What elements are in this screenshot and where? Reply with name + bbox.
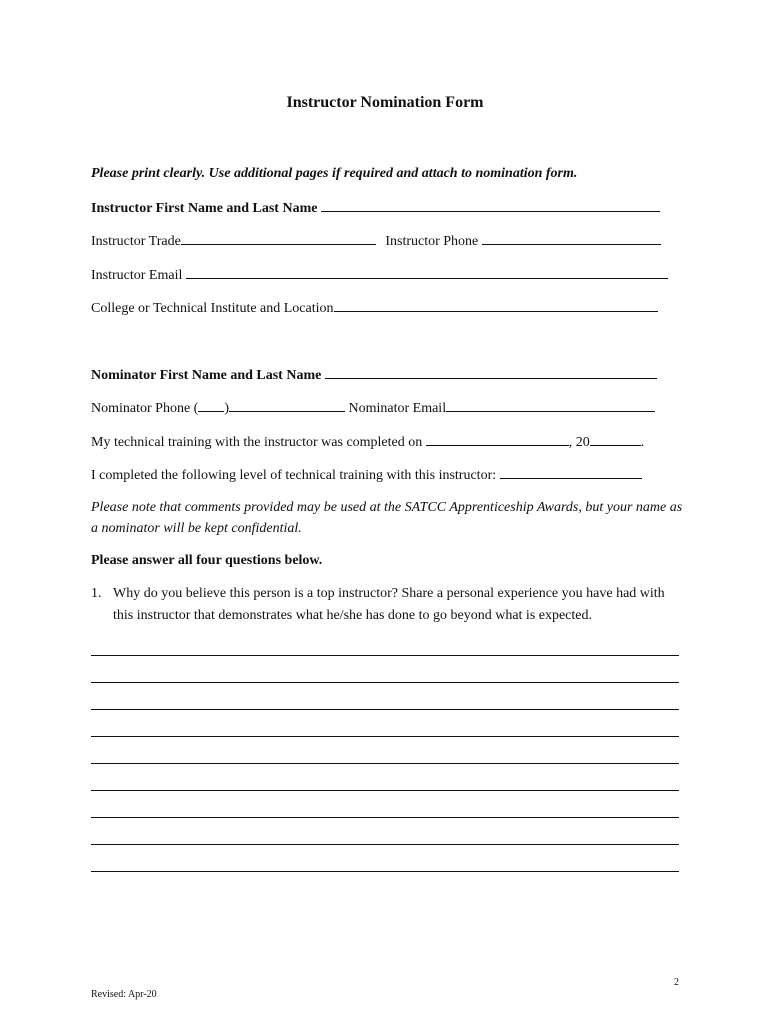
nominator-phone-field[interactable] bbox=[229, 398, 345, 412]
nominator-name-label: Nominator First Name and Last Name bbox=[91, 368, 322, 383]
answer-line[interactable] bbox=[91, 790, 679, 791]
instructor-phone-field[interactable] bbox=[482, 231, 661, 245]
training-level-label: I completed the following level of technical training with this instructor: bbox=[91, 468, 497, 483]
intro-instructions: Please print clearly. Use additional pages if required and attach to nomination form. bbox=[91, 166, 578, 181]
instructor-trade-label: Instructor Trade bbox=[91, 234, 181, 249]
instructor-name-row bbox=[91, 198, 660, 218]
form-title: Instructor Nomination Form bbox=[286, 94, 484, 111]
answer-line[interactable] bbox=[91, 844, 679, 845]
answer-line[interactable] bbox=[91, 871, 679, 872]
instructor-email-label: Instructor Email bbox=[91, 268, 183, 283]
instructor-phone-label: Instructor Phone bbox=[385, 234, 479, 249]
year-suffix: . bbox=[640, 435, 645, 450]
answer-line[interactable] bbox=[91, 682, 679, 683]
nominator-phone-close: ) bbox=[224, 401, 229, 416]
area-code-field[interactable] bbox=[198, 398, 224, 412]
answer-line[interactable] bbox=[91, 736, 679, 737]
instructor-email-row bbox=[91, 265, 668, 285]
nominator-email-label: Nominator Email bbox=[348, 401, 447, 416]
college-row bbox=[91, 298, 658, 318]
instructor-name-field[interactable] bbox=[321, 198, 660, 212]
training-year-field[interactable] bbox=[590, 432, 641, 446]
training-level-row bbox=[91, 465, 642, 485]
question-1-number: 1. bbox=[91, 586, 102, 601]
nominator-name-field[interactable] bbox=[325, 365, 657, 379]
training-level-field[interactable] bbox=[500, 465, 642, 479]
nominator-name-row bbox=[91, 365, 657, 385]
instructor-trade-field[interactable] bbox=[181, 231, 376, 245]
revised-date: Revised: Apr-20 bbox=[91, 989, 157, 1000]
confidentiality-note: Please note that comments provided may be used at the SATCC Apprenticeship Awards, but your name as a nominator will be kept confidential. bbox=[91, 500, 683, 536]
nominator-phone-row bbox=[91, 398, 655, 418]
answer-line[interactable] bbox=[91, 817, 679, 818]
college-field[interactable] bbox=[334, 298, 658, 312]
training-completed-row bbox=[91, 432, 644, 452]
training-completed-label: My technical training with the instructor was completed on bbox=[91, 435, 423, 450]
instructor-name-label: Instructor First Name and Last Name bbox=[91, 201, 318, 216]
instructor-email-field[interactable] bbox=[186, 265, 668, 279]
nominator-email-field[interactable] bbox=[446, 398, 655, 412]
answer-line[interactable] bbox=[91, 763, 679, 764]
year-prefix: , 20 bbox=[568, 435, 590, 450]
college-label: College or Technical Institute and Location bbox=[91, 301, 334, 316]
questions-heading: Please answer all four questions below. bbox=[91, 553, 323, 568]
answer-line[interactable] bbox=[91, 655, 679, 656]
answer-line[interactable] bbox=[91, 709, 679, 710]
instructor-trade-row bbox=[91, 231, 661, 251]
training-date-field[interactable] bbox=[426, 432, 569, 446]
page-number: 2 bbox=[674, 977, 679, 988]
nominator-phone-label: Nominator Phone ( bbox=[91, 401, 199, 416]
question-1-text: Why do you believe this person is a top instructor? Share a personal experience you have had with this instructor that demonstrates what he/she has done to go beyond what is expected. bbox=[113, 586, 665, 623]
